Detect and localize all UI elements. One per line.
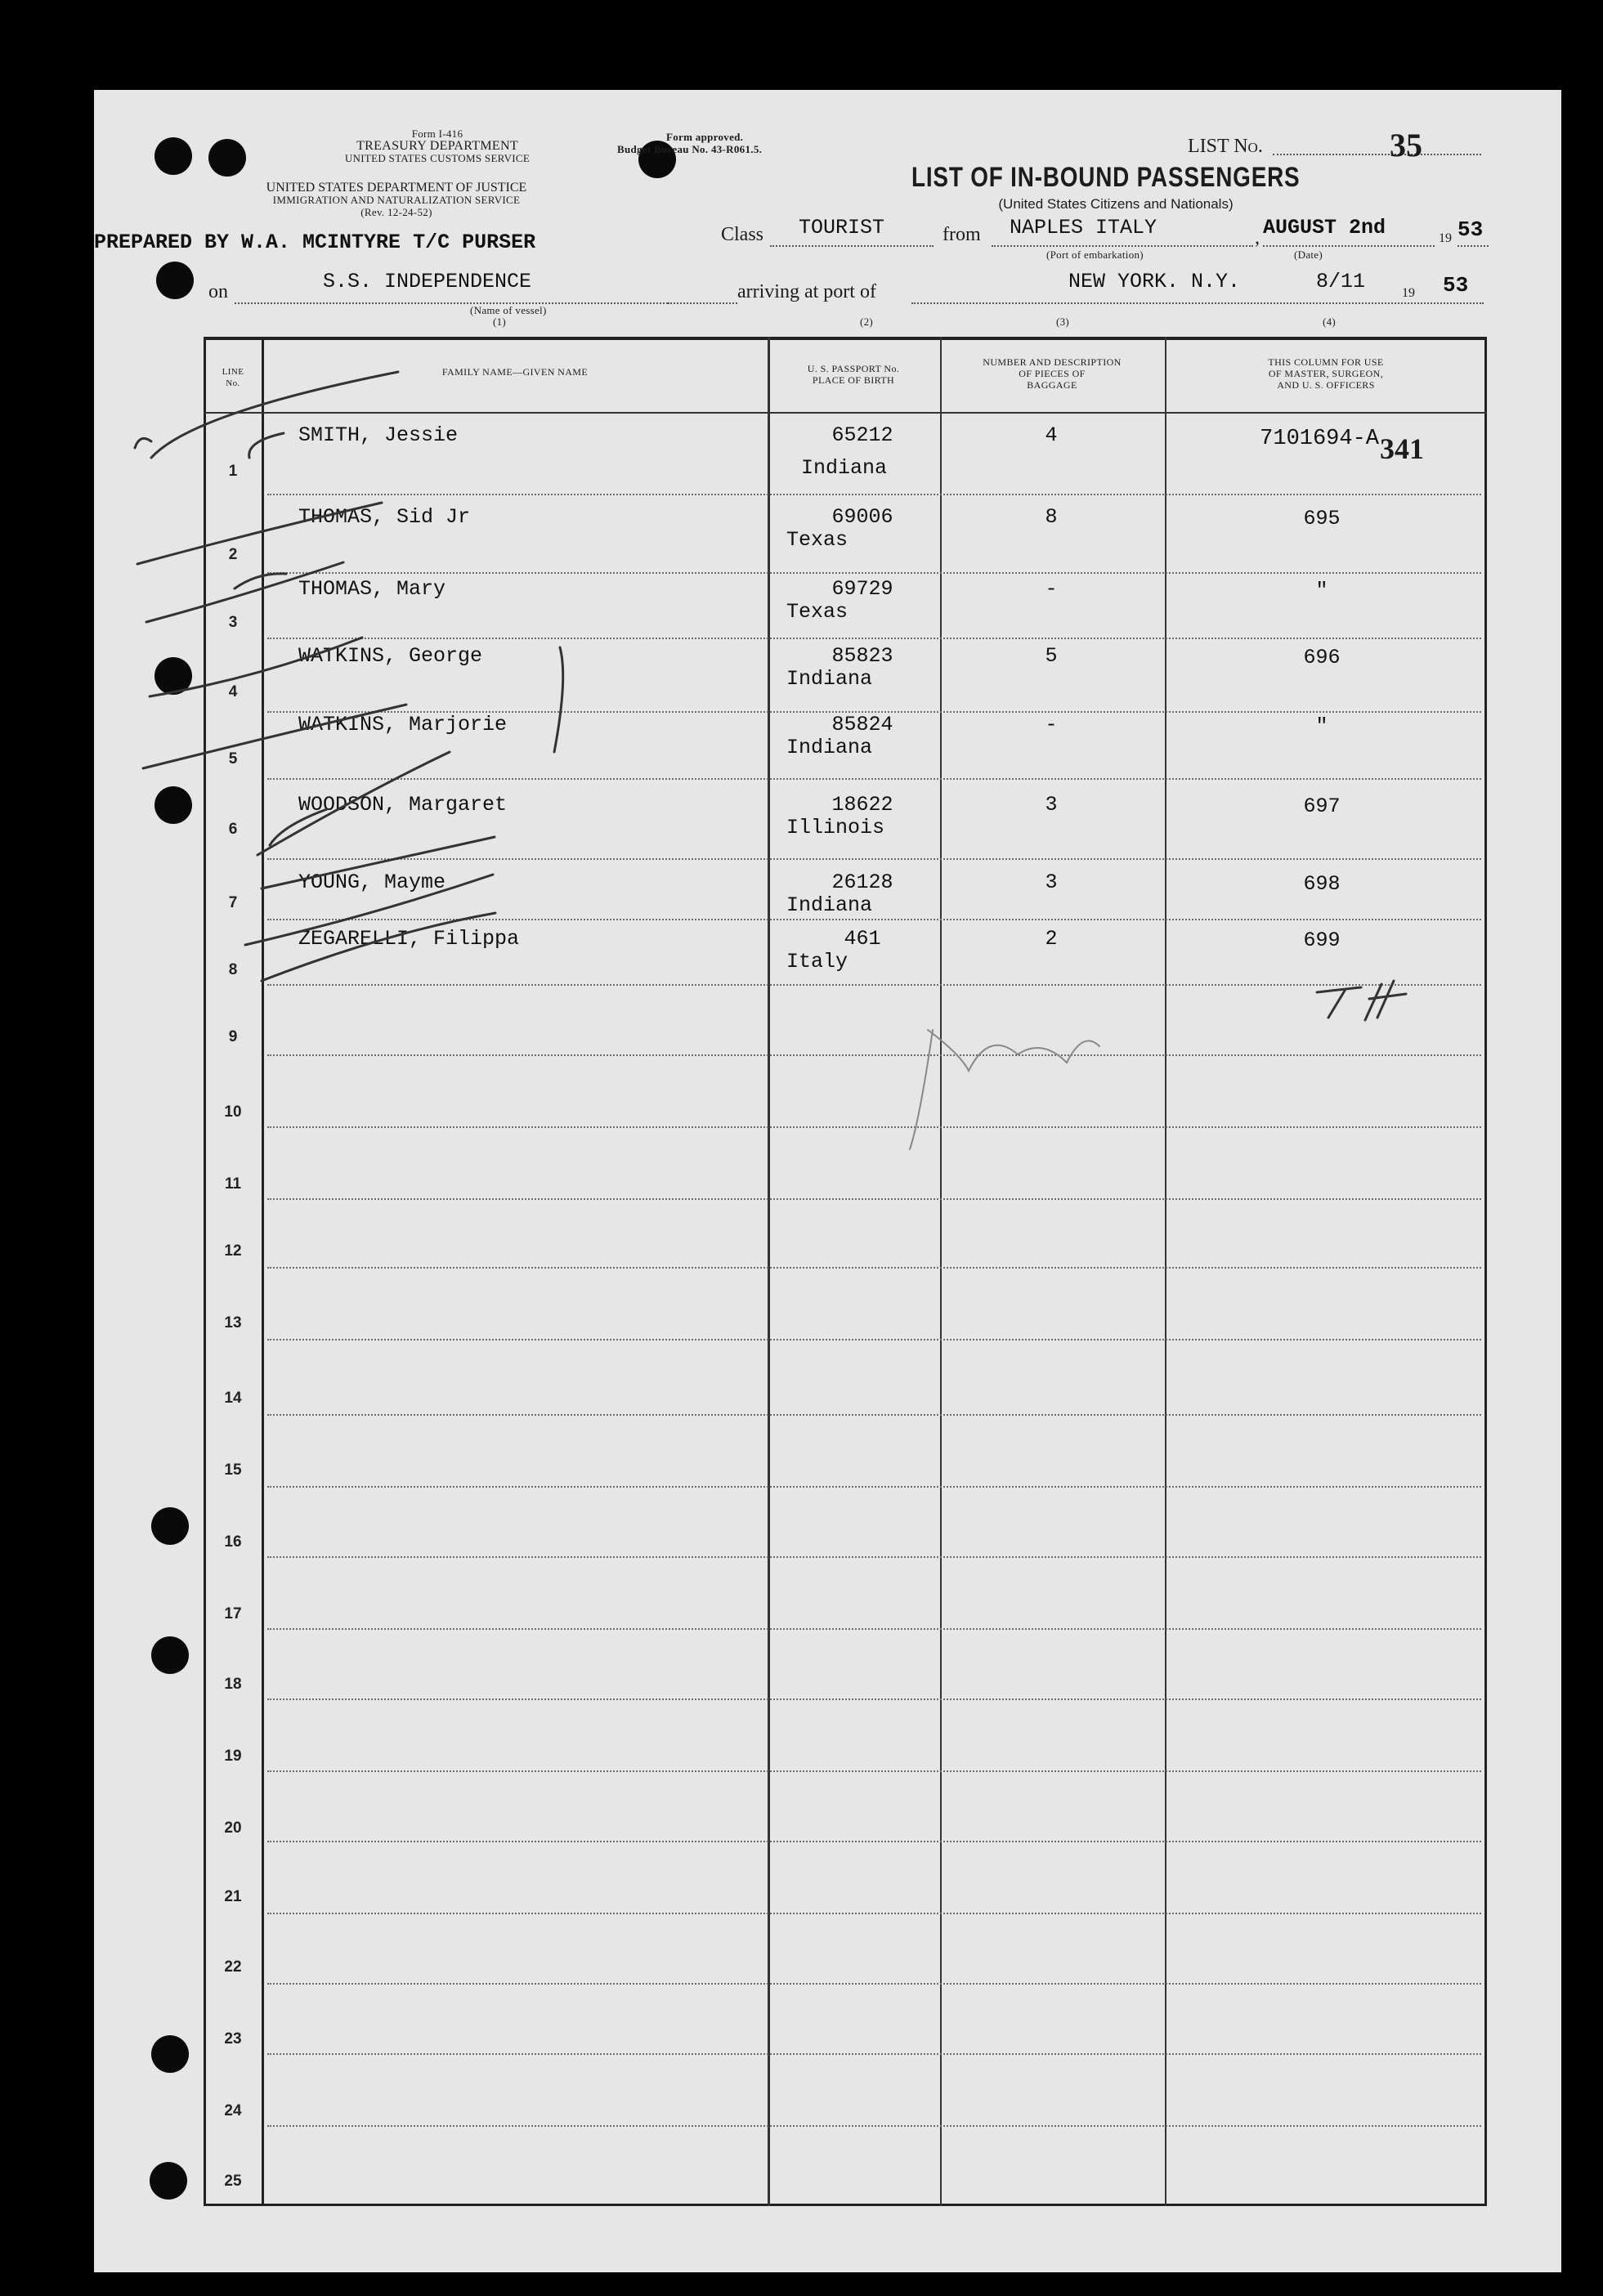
baggage-count: 3 [1045,793,1058,817]
officer-entry: 696 [1303,646,1341,669]
passenger-name: THOMAS, Mary [298,577,446,601]
place-of-birth: Indiana [786,736,873,759]
column-caption-1: (1) [493,316,507,328]
passport-number: 69006 [831,505,893,529]
passenger-name: THOMAS, Sid Jr [298,505,471,529]
passenger-name: WOODSON, Margaret [298,793,508,817]
line-number: 19 [224,1748,242,1765]
departure-date: AUGUST 2nd [1263,216,1386,239]
place-of-birth: Indiana [786,667,873,691]
form-revision: (Rev. 12-24-52) [360,206,432,218]
officer-entry: " [1315,714,1328,738]
place-of-birth: Indiana [801,456,888,480]
officer-entry: 7101694-A [1260,427,1379,451]
arrival-date: 8/11 [1316,270,1366,293]
arrival-year: 53 [1443,273,1469,298]
page-title: LIST OF IN-BOUND PASSENGERS [911,162,1301,193]
place-of-birth: Texas [786,600,849,624]
arrival-port: NEW YORK. N.Y. [1068,270,1241,293]
stamp-number: 341 [1380,432,1424,465]
line-number: 1 [228,463,238,480]
baggage-count: - [1045,713,1058,736]
list-no-label: LIST No. [1188,136,1263,157]
passport-number: 18622 [831,793,893,817]
passenger-name: WATKINS, George [298,644,483,668]
treasury-department: TREASURY DEPARTMENT [356,139,518,153]
list-no-value: 35 [1390,127,1422,163]
place-of-birth: Texas [786,528,849,552]
baggage-count: 8 [1045,505,1058,529]
passenger-name: ZEGARELLI, Filippa [298,927,520,951]
officer-entry: 697 [1303,794,1341,818]
passenger-name: YOUNG, Mayme [298,871,446,894]
header-family-name: FAMILY NAME—GIVEN NAME [441,366,589,378]
column-caption-3: (3) [1056,316,1070,328]
line-number: 4 [228,683,238,700]
column-caption-2: (2) [860,316,874,328]
line-number: 23 [224,2030,242,2048]
line-number: 7 [228,894,238,911]
passport-number: 65212 [831,423,893,447]
line-number: 20 [224,1819,242,1837]
vessel-name: S.S. INDEPENDENCE [323,270,532,293]
header-passport: U. S. PASSPORT No. PLACE OF BIRTH [807,363,900,386]
class-label: Class [721,224,764,245]
baggage-count: - [1045,577,1058,601]
place-of-birth: Indiana [786,893,873,917]
line-number: 17 [224,1605,242,1622]
customs-service: UNITED STATES CUSTOMS SERVICE [344,152,531,164]
line-number: 24 [224,2102,242,2119]
header-officers-column: THIS COLUMN FOR USE OF MASTER, SURGEON, AND U. S. OFFICERS [1268,356,1384,391]
line-number: 2 [228,546,238,563]
embarkation-caption: (Port of embarkation) [1046,248,1144,261]
arriving-label: arriving at port of [737,281,876,302]
officer-entry: 699 [1303,929,1341,952]
class-value: TOURIST [799,216,885,239]
line-number: 16 [224,1533,242,1551]
line-number: 21 [224,1888,242,1905]
header-line-no: LINE No. [222,367,244,388]
passenger-name: SMITH, Jessie [298,423,459,447]
from-label: from [943,224,981,245]
on-label: on [208,281,228,302]
prepared-by: PREPARED BY W.A. MCINTYRE T/C PURSER [94,230,536,254]
line-number: 6 [228,821,238,838]
vessel-caption: (Name of vessel) [470,304,547,316]
column-caption-4: (4) [1323,316,1337,328]
immigration-service: IMMIGRATION AND NATURALIZATION SERVICE [272,194,521,206]
line-number: 9 [228,1028,238,1045]
place-of-birth: Illinois [786,816,885,839]
page-subtitle: (United States Citizens and Nationals) [998,196,1234,212]
officer-entry: " [1315,579,1328,602]
line-number: 15 [224,1461,242,1479]
passenger-name: WATKINS, Marjorie [298,713,508,736]
passport-number: 69729 [831,577,893,601]
line-number: 14 [224,1390,242,1407]
arrival-year-prefix: 19 [1402,286,1415,300]
document-sheet: Form I-416 TREASURY DEPARTMENT UNITED STATES CUSTOMS SERVICE UNITED STATES DEPARTMENT OF JUSTICE IMMIGRATION AND NATURALIZATION SERVICE (Rev. 12-24-52) Form approved. Budget Bureau No. 43-R061.5. LIST No. 35 LIST OF IN-BOUND PASSENGERS (United States Citizens and Nationals) PREPARED BY W.A. MCINTYRE T/C PURSER Class TOURIST from NAPLES ITALY , AUGUST 2nd 19 53 (Port of embarkation) (Date) on S.S. INDEPENDENCE arriving at port of NEW YORK. N.Y. 8/11 19 53 (Name of vessel) (1) (2) (3) (4) LINE No. FAMILY NAME—GIVEN NAME U. S. PASSPORT No. PLACE OF BIRTH NUMBER AND DESCRIPTION OF PIECES OF BAGGAGE THIS COLUMN FOR USE OF MASTER, SURGEON, AND U. S. OFFICERS 1 2 3 4 5 6 7 8 9 10 11 12 13 14 15 16 17 18 19 20 21 22 23 24 25 SMITH, Jessie 65212 Indiana 4 7101694-A THOMAS, Sid Jr 69006 Texas 8 695 THOMAS, Mary 69729 Texas - " WATKINS, George 85823 Indiana 5 696 WATKINS, Marjorie 85824 Indiana - " WOODSON, Margaret 18622 Illinois 3 697 YOUNG, Mayme 26128 Indiana 3 698 ZEGARELLI, Filippa 461 Italy 2 699 341 [94,90,1561,2272]
officer-entry: 695 [1303,507,1341,530]
year-value: 53 [1457,217,1484,242]
port-of-embarkation: NAPLES ITALY [1010,216,1157,239]
officer-entry: 698 [1303,872,1341,896]
passport-number: 85823 [831,644,893,668]
passport-number: 26128 [831,871,893,894]
date-caption: (Date) [1294,248,1323,261]
place-of-birth: Italy [786,950,849,973]
baggage-count: 4 [1045,423,1058,447]
line-number: 25 [224,2173,242,2190]
form-number: Form I-416 [411,128,463,140]
line-number: 18 [224,1676,242,1693]
line-number: 5 [228,750,238,768]
baggage-count: 2 [1045,927,1058,951]
line-number: 12 [224,1242,242,1260]
passport-number: 461 [844,927,881,951]
line-number: 13 [224,1314,242,1332]
header-baggage: NUMBER AND DESCRIPTION OF PIECES OF BAGGAGE [983,356,1122,391]
year-prefix: 19 [1439,231,1452,245]
form-approved: Form approved. [666,131,744,143]
line-number: 8 [228,961,238,978]
line-number: 10 [224,1103,242,1121]
line-number: 11 [224,1175,242,1193]
baggage-count: 3 [1045,871,1058,894]
handwritten-marks [94,90,1561,2272]
line-number: 3 [228,614,238,631]
baggage-count: 5 [1045,644,1058,668]
line-number: 22 [224,1958,242,1976]
department-of-justice: UNITED STATES DEPARTMENT OF JUSTICE [266,181,527,195]
passport-number: 85824 [831,713,893,736]
budget-bureau-number: Budget Bureau No. 43-R061.5. [617,143,763,155]
